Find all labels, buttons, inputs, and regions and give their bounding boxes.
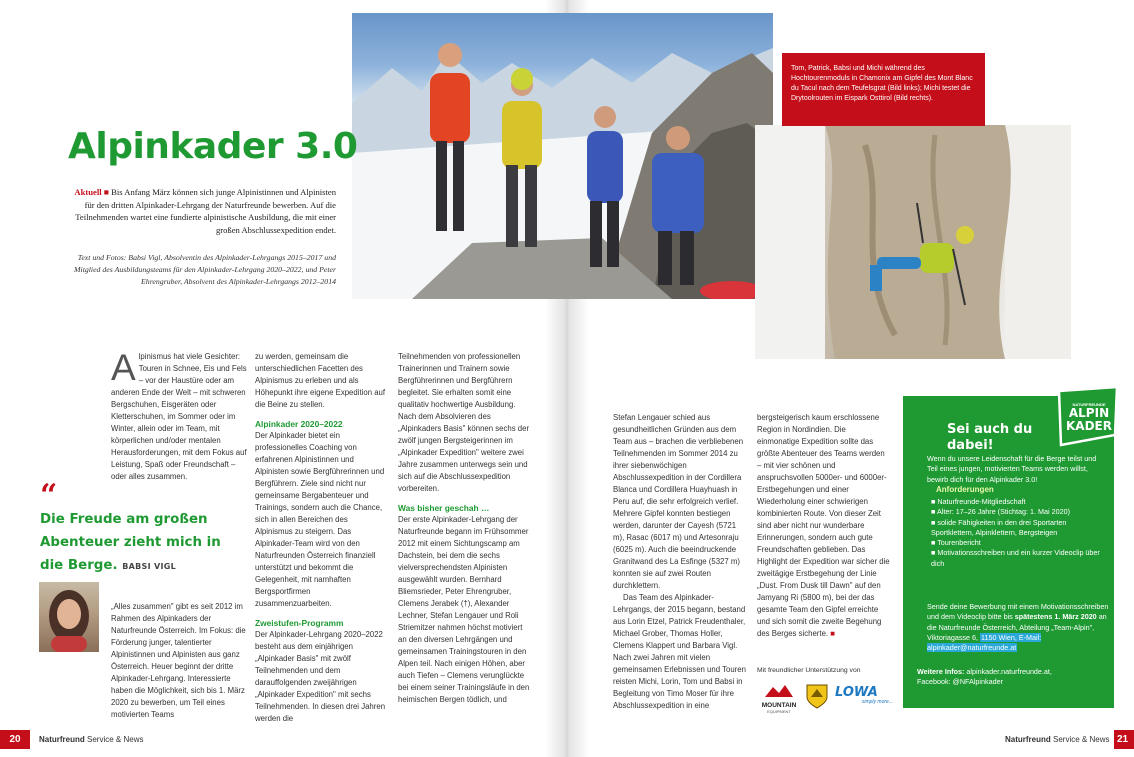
requirement-item: ■ solide Fähigkeiten in den drei Sportarten Sportklettern, Alpinklettern, Bergsteigen (931, 517, 1067, 537)
drop-cap: A (111, 347, 136, 388)
sidebar-heading (947, 422, 1032, 454)
summit-photo-illustration (352, 13, 773, 299)
subheading-zweistufen: Zweistufen-Programm (255, 618, 344, 628)
column-3 (398, 351, 531, 706)
lowa-logo (835, 686, 893, 708)
right-page-number: 21 (1114, 730, 1134, 749)
sidebar-requirements-heading: Anforderungen (936, 485, 994, 494)
shield-icon (806, 683, 828, 709)
sidebar-email-address[interactable]: 1150 Wien, E-Mail: alpinkader@naturfreunde.at (927, 632, 1042, 653)
column-1 (111, 347, 247, 483)
alpinkader-badge (1057, 383, 1119, 449)
sidebar-heading-line-1: Sei auch du (947, 422, 1033, 437)
column-5-paragraph-1: bergsteigerisch kaum erschlossene Region in Nordindien. Die einmonatige Expedition sollte das größte Abenteuer des Teams werden – mit vier schönen und anspruchsvollen 5000er- und 6000er-Erstbegehungen und einer Wiederholung einer schwierigen kombinierten Route. Von dieser Zeit sind aber nicht nur wunderbare Erinnerungen, sondern auch gute Freundschaften geblieben. Das Highlight der Expedition war sicher die zweitägige Erstbegehung der Linie „Dust. From Dusk till Dawn" auf den Jamyang Ri (5800 m), bei der das gesamte Team den Gipfel erreichte und sich somit die zweite Begehung des Berges sicherte. (757, 413, 890, 638)
lowa-logo-subtext: simply more... (861, 699, 893, 705)
requirement-item: ■ Motivationsschreiben und ein kurzer Videoclip über dich (931, 548, 1100, 568)
sidebar-deadline: spätestens 1. März 2020 (1014, 612, 1097, 622)
mountain-logo-text: MOUNTAIN (761, 702, 797, 709)
article-title: Alpinkader 3.0 (68, 126, 358, 167)
lowa-logo-text: LOWA (835, 685, 878, 700)
mountain-logo-mark (757, 685, 801, 697)
column-1-continued (111, 601, 247, 721)
column-3-paragraph-2: Der erste Alpinkader-Lehrgang der Naturfreunde begann im Frühsommer 2012 mit einem Sichtungscamp am Dachstein, bei dem die sechs vielversprechendsten Alpinisten ausgewählt wurden. Bernhard Bliemsrieder, Peter Ehrengruber, Clemens Jerabek (†), Alexander Lechner, Stefan Lengauer und Roli Striemitzer nahmen höchst motiviert an den diversen Lehrgängen und gemeinsamen Trainingstouren in den Alpen teil. Nach einigen Höhen, aber auch Tiefen – Clemens verunglückte bei einem seiner Trainingsläufe in den heimischen Bergen tödlich, und (398, 515, 530, 704)
column-1-paragraph-2: „Alles zusammen" gibt es seit 2012 im Rahmen des Alpinkaders der Naturfreunde Österreich. Im Fokus: die Förderung junger, talentierter Alpinistinnen und Alpinisten aus ganz Österreich. Heuer beginnt der dritte Alpinkader-Lehrgang. Interessierte haben die Möglichkeit, sich bis 1. März 2020 zu bewerben, um Teil eines motivierten Teams (111, 602, 246, 719)
left-page-number: 20 (0, 730, 30, 749)
subheading-alpinkader-2020: Alpinkader 2020–2022 (255, 419, 343, 429)
ice-photo-illustration (755, 125, 1071, 359)
column-2-paragraph-1: zu werden, gemeinsam die unterschiedlichen Facetten des Alpinismus zu erleben und als Höhepunkt ihre eigene Expedition auf die Beine zu stellen. (255, 352, 386, 409)
sidebar-heading-line-2: dabei! (947, 438, 994, 453)
article-credits: Text und Fotos: Babsi Vigl, Absolventin des Alpinkader-Lehrgangs 2015–2017 und Mitglied des Ausbildungsteams für den Alpinkader-Lehrgang 2020–2022, und Peter Ehrengruber, Absolvent des Alpinkader-Lehrgangs 2012–2014 (74, 253, 336, 286)
requirement-item: ■ Tourenbericht (931, 538, 981, 548)
sidebar-apply-text: Sende deine Bewerbung mit einem Motivationsschreiben und dem Videoclip bitte bis spätestens 1. März 2020 an die Naturfreunde Österreich, Abteilung „Team-Alpin", Viktoriagasse 6, 1150 Wien, E-Mail: alpinkader@naturfreunde.at (927, 602, 1109, 653)
badge-line-1: ALPIN (1068, 406, 1110, 420)
mountain-logo-subtext: EQUIPMENT (767, 709, 791, 714)
requirement-item: ■ Naturfreunde-Mitgliedschaft (931, 497, 1026, 506)
column-2-paragraph-3: Der Alpinkader-Lehrgang 2020–2022 besteht aus dem einjährigen „Alpinkader Basis" mit zwölf Teilnehmenden und dem darauffolgenden zweijährigen „Alpinkader Expedition" mit sechs Teilnehmenden. In diesen drei Jahren werden die (255, 630, 386, 723)
requirement-item: ■ Alter: 17–26 Jahre (Stichtag: 1. Mai 2020) (931, 507, 1070, 517)
pull-quote-author: BABSI VIGL (122, 562, 176, 571)
column-4-paragraph-1: Stefan Lengauer schied aus gesundheitlichen Gründen aus dem Team aus – brachen die verbliebenen Teilnehmenden im Sommer 2014 zu ihrer siebenwöchigen Abschlussexpedition in der Cordillera Blanca und Cordillera Huayhuash in Peru auf, die sehr erfolgreich verlief. Mehrere Gipfel konnten bestiegen werden, darunter der Cayesh (5721 m), Rasac (6017 m) und Artesonraju (6025 m). Auch die beeindruckende Granitwand des La Esfinge (5327 m) konnten sie auf zwei Routen durchklettern. (613, 413, 744, 590)
column-3-paragraph-1: Teilnehmenden von professionellen Trainerinnen und Trainern sowie Bergführerinnen und Bergführern begleitet. Sie erhalten somit eine qualitativ hochwertige Ausbildung. Nach dem Absolvieren des „Alpinkaders Basis" können sechs der zwölf jungen Bergsteigerinnen im „Alpinkader Expedition" weitere zwei Jahre zusammen unterwegs sein und sich auf die Abschlussexpedition vorbereiten. (398, 352, 530, 493)
sidebar-intro: Wenn du unsere Leidenschaft für die Berge teilst und Teil eines jungen, motivierten Teams werden willst, bewirb dich für den Alpinkader 3.0! (927, 454, 1097, 484)
photo-caption-box: Tom, Patrick, Babsi und Michi während des Hochtourenmoduls in Chamonix am Gipfel des Mont Blanc du Tacul nach dem Teufelsgrat (Bild links); Michi testet die Drytoolrouten im Eispark Osttirol (Bild rechts). (782, 53, 985, 126)
column-1-paragraph-1: lpinismus hat viele Gesichter: Touren in Schnee, Eis und Fels – vor der Haustüre oder am anderen Ende der Welt – mit schweren Bergschuhen, Eisgeräten oder Kletterschuhen, im Sommer oder im Winter, allein oder im Team, mit körperlichen und/oder mentalen Herausforderungen, mit dem Fokus auf Leistung, Spaß oder Freundschaft – oder alles zusammen. (111, 352, 247, 481)
left-footer: Naturfreund Service & News (39, 735, 144, 744)
sponsor-label: Mit freundlicher Unterstützung von (757, 667, 861, 674)
sidebar-website-link[interactable]: alpinkader.naturfreunde.at, (966, 667, 1052, 676)
mountain-equipment-logo (757, 684, 801, 714)
ice-climbing-photo (755, 125, 1071, 359)
pull-quote-text: Die Freude am großen Abenteuer zieht mich in die Berge. (40, 512, 221, 573)
portrait-illustration (39, 582, 99, 652)
end-marker: ■ (830, 629, 835, 638)
sidebar-facebook-link[interactable]: Facebook: @NFAlpinkader (917, 677, 1004, 687)
column-2-paragraph-2: Der Alpinkader bietet ein professionelles Coaching von erfahrenen Alpinistinnen und Alpinisten sowie Bergführerinnen und Bergführern. Ziele sind nicht nur gemeinsame Bergabenteuer und Trainings, sondern auch die Chance, sich in allen Bereichen des Alpinismus zu steigern. Das Alpinkader-Team wird von den Naturfreunden Österreich finanziell unterstützt und bekommt die Gelegenheit, mit namhaften Bergsportfirmen zusammenzuarbeiten. (255, 431, 385, 608)
quote-mark: “ (40, 478, 58, 513)
summit-group-photo (352, 13, 773, 299)
sidebar-requirements-list (931, 497, 1109, 569)
subheading-was-bisher: Was bisher geschah … (398, 503, 490, 513)
column-5 (757, 412, 890, 640)
sponsor-shield-logo (806, 683, 828, 709)
column-2 (255, 351, 387, 725)
pull-quote (40, 508, 245, 578)
lead-tag: Aktuell (74, 187, 102, 197)
badge-top-text: NATURFREUNDE (1072, 402, 1106, 407)
article-lead (74, 186, 336, 236)
column-4-paragraph-2: Das Team des Alpinkader-Lehrgangs, der 2015 begann, bestand aus Lorin Etzel, Patrick Freudenthaler, Michael Grober, Thomas Holler, Clemens Klappert und Barbara Vigl. Nach zwei Jahren mit vielen gemeinsamen Erlebnissen und Touren reisten Michi, Lorin, Tom und Babsi in Begleitung von Timo Moser für ihre Abschlussexpedition in eine (613, 593, 746, 710)
badge-tree-icon: ▲ (1083, 385, 1090, 392)
lead-marker: ■ (103, 187, 109, 197)
sidebar-more-info: Weitere Infos: alpinkader.naturfreunde.at, Facebook: @NFAlpinkader (917, 667, 1052, 687)
column-4 (613, 412, 746, 712)
badge-line-2: KADER (1066, 419, 1112, 433)
right-footer: Naturfreund Service & News (1005, 735, 1110, 744)
author-portrait (39, 582, 99, 652)
lead-text: Bis Anfang März können sich junge Alpinistinnen und Alpinisten für den dritten Alpinkader-Lehrgang der Naturfreunde bewerben. Auf die Teilnehmenden wartet eine fundierte alpinistische Ausbildung, die mit einer großen Abschlussexpedition endet. (75, 187, 336, 235)
